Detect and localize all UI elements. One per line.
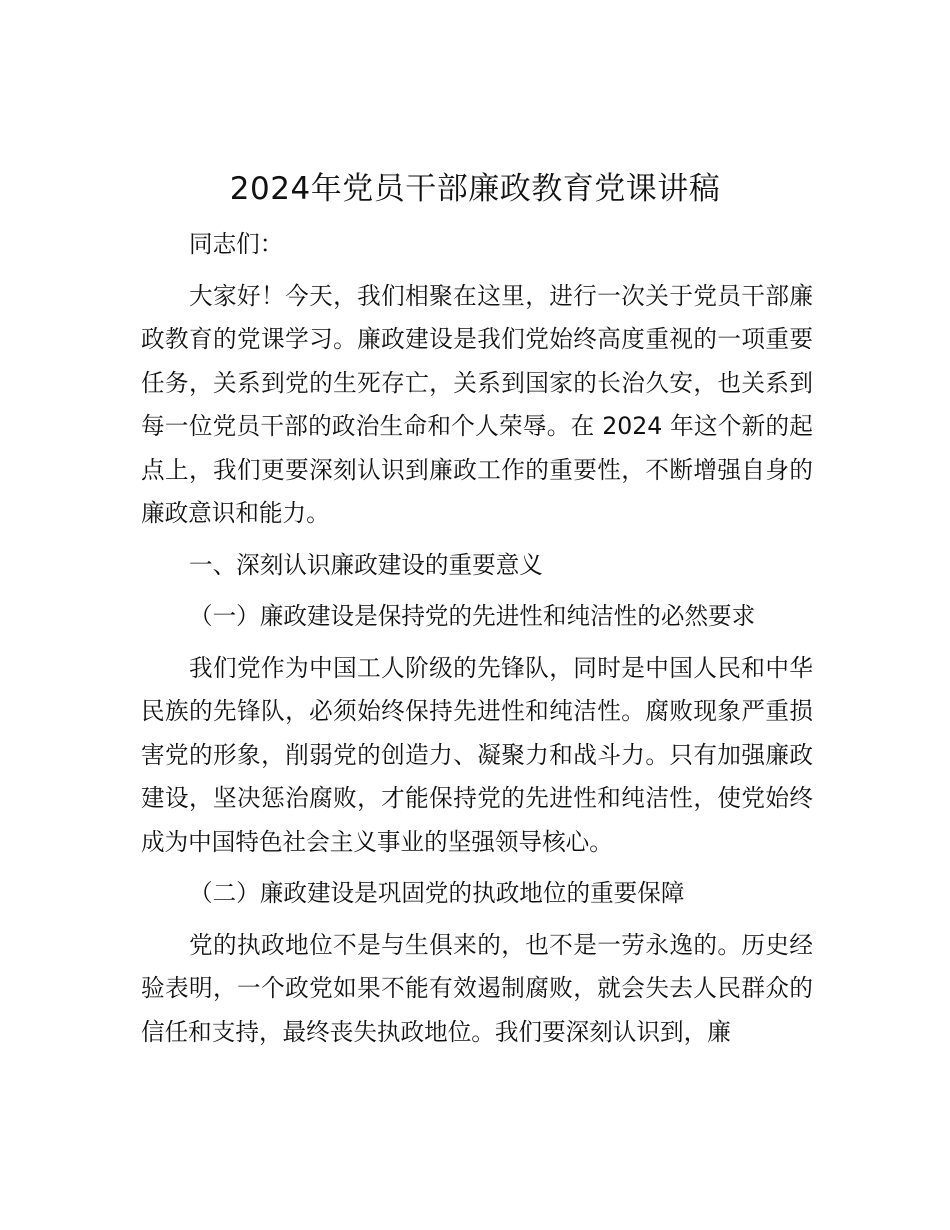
body-paragraph-1: 我们党作为中国工人阶级的先锋队，同时是中国人民和中华民族的先锋队，必须始终保持先进性和纯洁性。腐败现象严重损害党的形象，削弱党的创造力、凝聚力和战斗力。只有加强廉政建设，坚决惩治腐败，才能保持党的先进性和纯洁性，使党始终成为中国特色社会主义事业的坚强领导核心。	[141, 653, 813, 856]
salutation: 同志们：	[189, 230, 284, 258]
subsection-heading-1: （一）廉政建设是保持党的先进性和纯洁性的必然要求	[189, 602, 756, 630]
document-body	[141, 223, 813, 1054]
intro-paragraph: 大家好！今天，我们相聚在这里，进行一次关于党员干部廉政教育的党课学习。廉政建设是我们党始终高度重视的一项重要任务，关系到党的生死存亡，关系到国家的长治久安，也关系到每一位党员干部的政治生命和个人荣辱。在 2024 年这个新的起点上，我们更要深刻认识到廉政工作的重要性，不断增强自身的廉政意识和能力。	[141, 281, 813, 527]
page-title: 2024年党员干部廉政教育党课讲稿	[229, 171, 721, 207]
body-paragraph-2: 党的执政地位不是与生俱来的，也不是一劳永逸的。历史经验表明，一个政党如果不能有效遏制腐败，就会失去人民群众的信任和支持，最终丧失执政地位。我们要深刻认识到，廉	[141, 930, 813, 1046]
subsection-heading-2: （二）廉政建设是巩固党的执政地位的重要保障	[189, 879, 685, 907]
section-heading-1: 一、深刻认识廉政建设的重要意义	[189, 550, 543, 579]
